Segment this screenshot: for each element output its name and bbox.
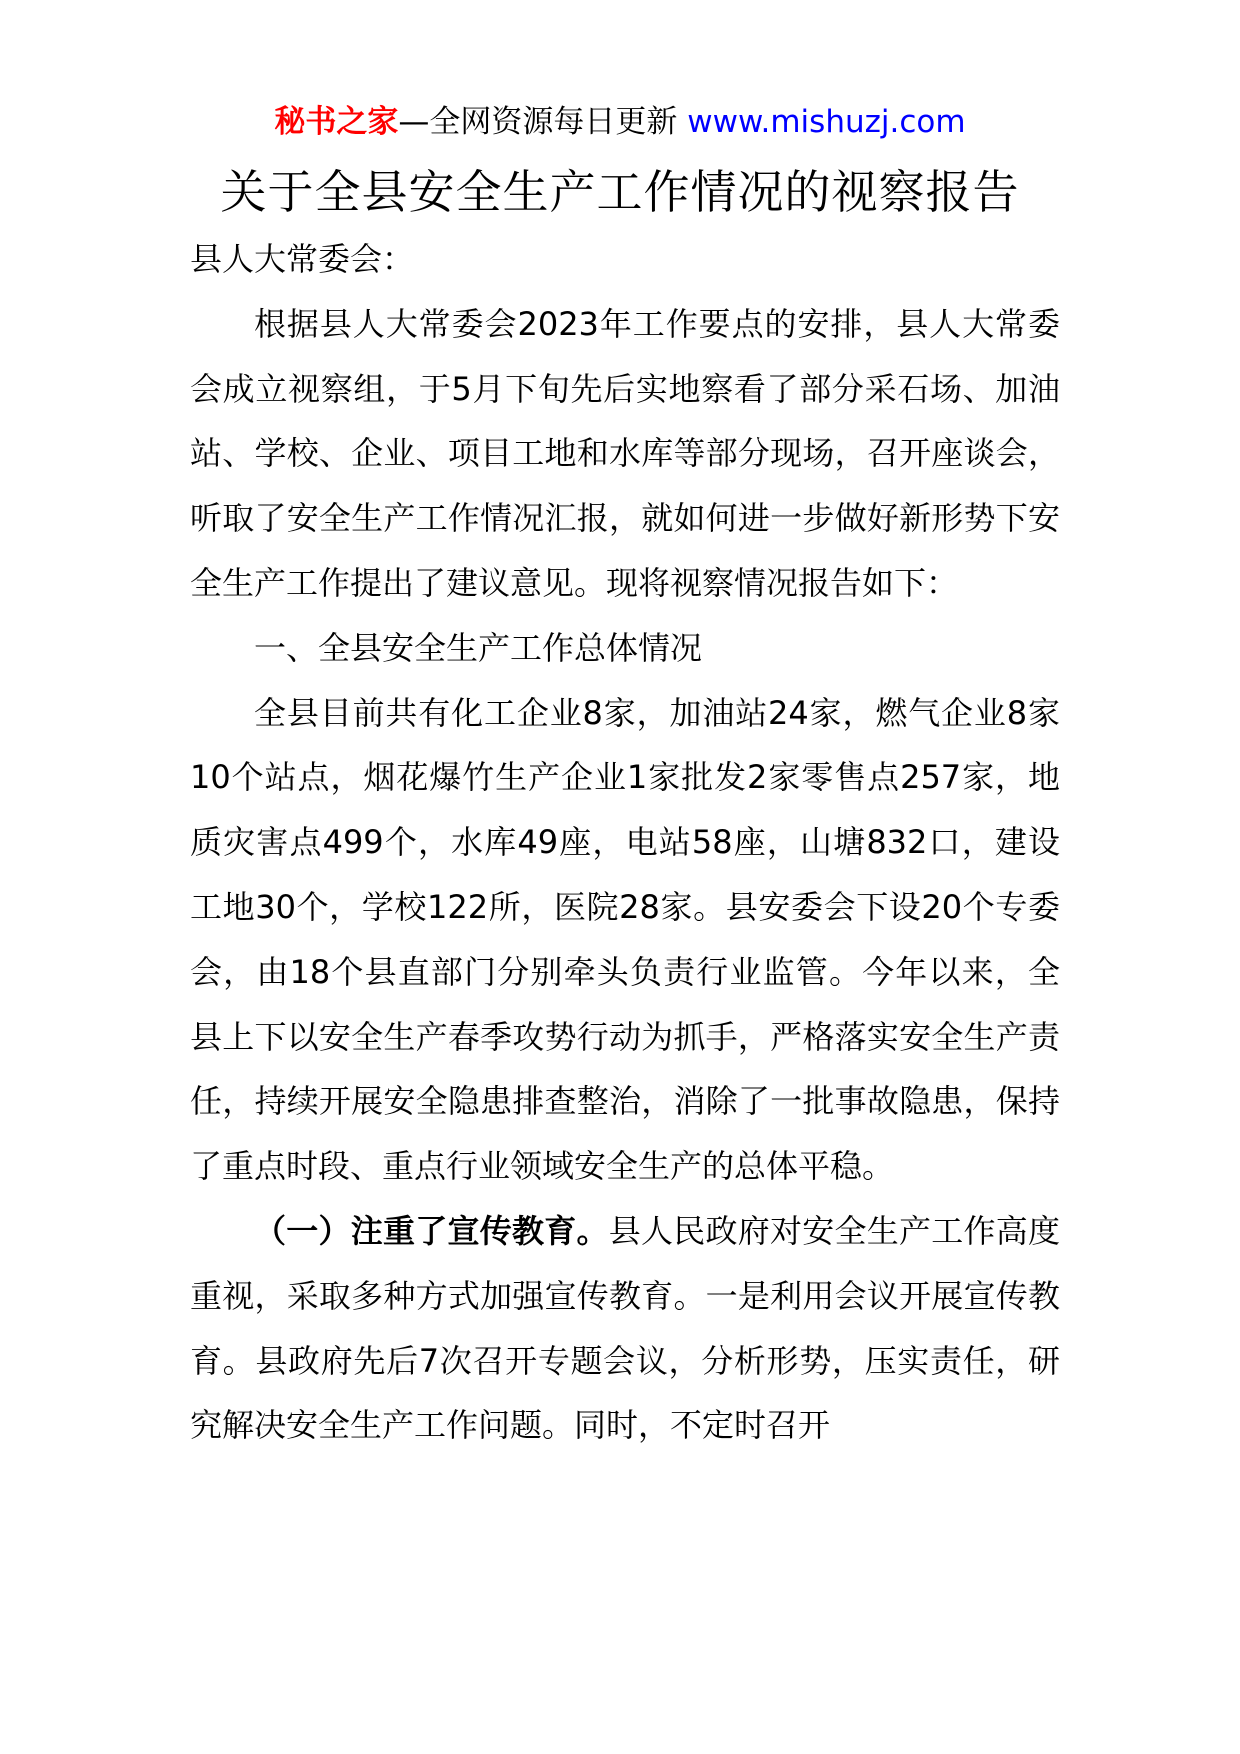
section-1-paragraph: 全县目前共有化工企业8家，加油站24家，燃气企业8家10个站点，烟花爆竹生产企业1家批发2家零售点257家，地质灾害点499个，水库49座，电站58座，山塘832口，建设工地30个，学校122所，医院28家。县安委会下设20个专委会，由18个县直部门分别牵头负责行业监管。今年以来，全县上下以安全生产春季攻势行动为抓手，严格落实安全生产责任，持续开展安全隐患排查整治，消除了一批事故隐患，保持了重点时段、重点行业领域安全生产的总体平稳。: [190, 693, 1060, 1186]
subsection-1-heading: （一）注重了宣传教育。: [254, 1211, 609, 1250]
intro-paragraph: 根据县人大常委会2023年工作要点的安排，县人大常委会成立视察组，于5月下旬先后实地察看了部分采石场、加油站、学校、企业、项目工地和水库等部分现场，召开座谈会，听取了安全生产工作情况汇报，就如何进一步做好新形势下安全生产工作提出了建议意见。现将视察情况报告如下：: [190, 304, 1060, 602]
banner-tagline: —全网资源每日更新: [398, 104, 688, 140]
subsection-1-paragraph: [190, 1199, 1060, 1458]
addressee-line: 县人大常委会：: [190, 240, 415, 278]
site-url-link[interactable]: www.mishuzj.com: [687, 104, 966, 140]
brand-name: 秘书之家: [274, 104, 399, 140]
subsection-1-body: 县人民政府对安全生产工作高度重视，采取多种方式加强宣传教育。一是利用会议开展宣传教育。县政府先后7次召开专题会议，分析形势，压实责任，研究解决安全生产工作问题。同时，不定时召开: [190, 1211, 1060, 1445]
section-heading-1: 一、全县安全生产工作总体情况: [254, 628, 703, 667]
site-banner: [0, 100, 1240, 144]
document-body: [190, 227, 1060, 1458]
document-title: 关于全县安全生产工作情况的视察报告: [220, 165, 1020, 219]
